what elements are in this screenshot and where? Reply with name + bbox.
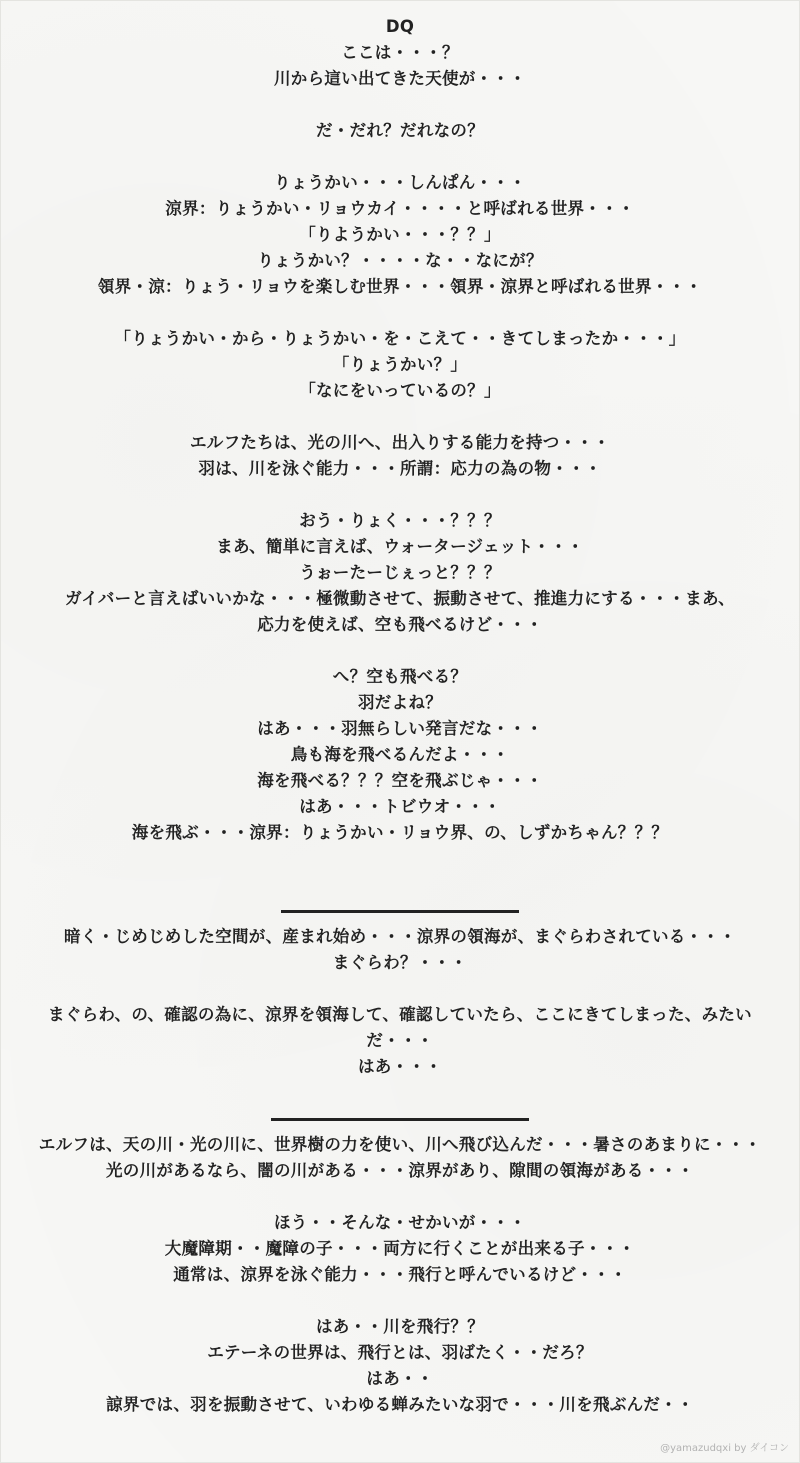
text-line: エルフは、天の川・光の川に、世界樹の力を使い、川へ飛び込んだ・・・暑さのあまりに・・・ bbox=[38, 1135, 762, 1154]
section-divider bbox=[15, 898, 785, 924]
text-line: 領界・涼：りょう・リョウを楽しむ世界・・・領界・涼界と呼ばれる世界・・・ bbox=[97, 277, 703, 296]
text-line: はあ・・・トビウオ・・・ bbox=[299, 797, 501, 816]
text-line: まぐらわ、の、確認の為に、涼界を領海して、確認していたら、ここにきてしまった、みたいだ・・・ bbox=[48, 1005, 752, 1050]
text-line: りょうかい・・・しんぱん・・・ bbox=[274, 173, 526, 192]
text-line: 「りようかい・・・？？」 bbox=[299, 225, 501, 244]
text-line: 「りょうかい・から・りょうかい・を・こえて・・きてしまったか・・・」 bbox=[114, 329, 686, 348]
text-line: ガイバーと言えばいいかな・・・極微動させて、振動させて、推進力にする・・・まあ、 bbox=[65, 589, 735, 608]
text-line: 羽だよね？ bbox=[358, 693, 442, 712]
text-line: へ？空も飛べる？ bbox=[332, 667, 468, 686]
text-line: ここは・・・？ bbox=[341, 43, 459, 62]
text-line: 鳥も海を飛べるんだよ・・・ bbox=[290, 745, 510, 764]
blank-line bbox=[15, 300, 785, 326]
blank-line bbox=[15, 144, 785, 170]
blank-line bbox=[15, 1080, 785, 1106]
divider-bar bbox=[281, 910, 519, 913]
blank-line bbox=[15, 1184, 785, 1210]
blank-line bbox=[15, 92, 785, 118]
text-line: 海を飛ぶ・・・涼界：りょうかい・リョウ界、の、しずかちゃん？？？ bbox=[131, 823, 669, 842]
text-line: 光の川があるなら、闇の川がある・・・涼界があり、隙間の領海がある・・・ bbox=[106, 1161, 694, 1180]
text-line: 諒界では、羽を振動させて、いわゆる蝉みたいな羽で・・・川を飛ぶんだ・・ bbox=[106, 1395, 694, 1414]
text-line: 涼界：りょうかい・リョウカイ・・・・と呼ばれる世界・・・ bbox=[165, 199, 635, 218]
blank-line bbox=[15, 976, 785, 1002]
text-line: 海を飛べる？？？空を飛ぶじゃ・・・ bbox=[257, 771, 543, 790]
watermark-credit: @yamazudqxi by ダイコン bbox=[660, 1443, 789, 1454]
divider-bar bbox=[271, 1118, 529, 1121]
text-line: だ・だれ？だれなの？ bbox=[316, 121, 484, 140]
text-line: 応力を使えば、空も飛べるけど・・・ bbox=[257, 615, 543, 634]
text-line: はあ・・川を飛行？？ bbox=[316, 1317, 484, 1336]
text-line: はあ・・ bbox=[366, 1369, 434, 1388]
document-body bbox=[15, 14, 785, 1418]
text-line: 「りょうかい？」 bbox=[332, 355, 468, 374]
document-title: DQ bbox=[385, 17, 415, 36]
blank-line bbox=[15, 846, 785, 898]
text-line: りょうかい？・・・・な・・なにが？ bbox=[257, 251, 543, 270]
text-line: はあ・・・羽無らしい発言だな・・・ bbox=[257, 719, 543, 738]
text-line: まぐらわ？・・・ bbox=[332, 953, 468, 972]
text-line: ほう・・そんな・せかいが・・・ bbox=[274, 1213, 526, 1232]
text-line: 暗く・じめじめした空間が、産まれ始め・・・涼界の領海が、まぐらわされている・・・ bbox=[64, 927, 736, 946]
text-line: 通常は、涼界を泳ぐ能力・・・飛行と呼んでいるけど・・・ bbox=[173, 1265, 627, 1284]
section-divider bbox=[15, 1106, 785, 1132]
text-line: はあ・・・ bbox=[358, 1057, 442, 1076]
blank-line bbox=[15, 482, 785, 508]
blank-line bbox=[15, 638, 785, 664]
text-line: 大魔障期・・魔障の子・・・両方に行くことが出来る子・・・ bbox=[164, 1239, 636, 1258]
text-line: エテーネの世界は、飛行とは、羽ばたく・・だろ？ bbox=[207, 1343, 593, 1362]
text-line: 「なにをいっているの？」 bbox=[299, 381, 501, 400]
text-line: 羽は、川を泳ぐ能力・・・所謂：応力の為の物・・・ bbox=[198, 459, 602, 478]
blank-line bbox=[15, 404, 785, 430]
text-line: まあ、簡単に言えば、ウォータージェット・・・ bbox=[216, 537, 584, 556]
text-line: うぉーたーじぇっと？？？ bbox=[299, 563, 501, 582]
blank-line bbox=[15, 1288, 785, 1314]
text-line: エルフたちは、光の川へ、出入りする能力を持つ・・・ bbox=[190, 433, 610, 452]
text-line: おう・りょく・・・？？？ bbox=[299, 511, 501, 530]
text-line: 川から這い出てきた天使が・・・ bbox=[274, 69, 526, 88]
